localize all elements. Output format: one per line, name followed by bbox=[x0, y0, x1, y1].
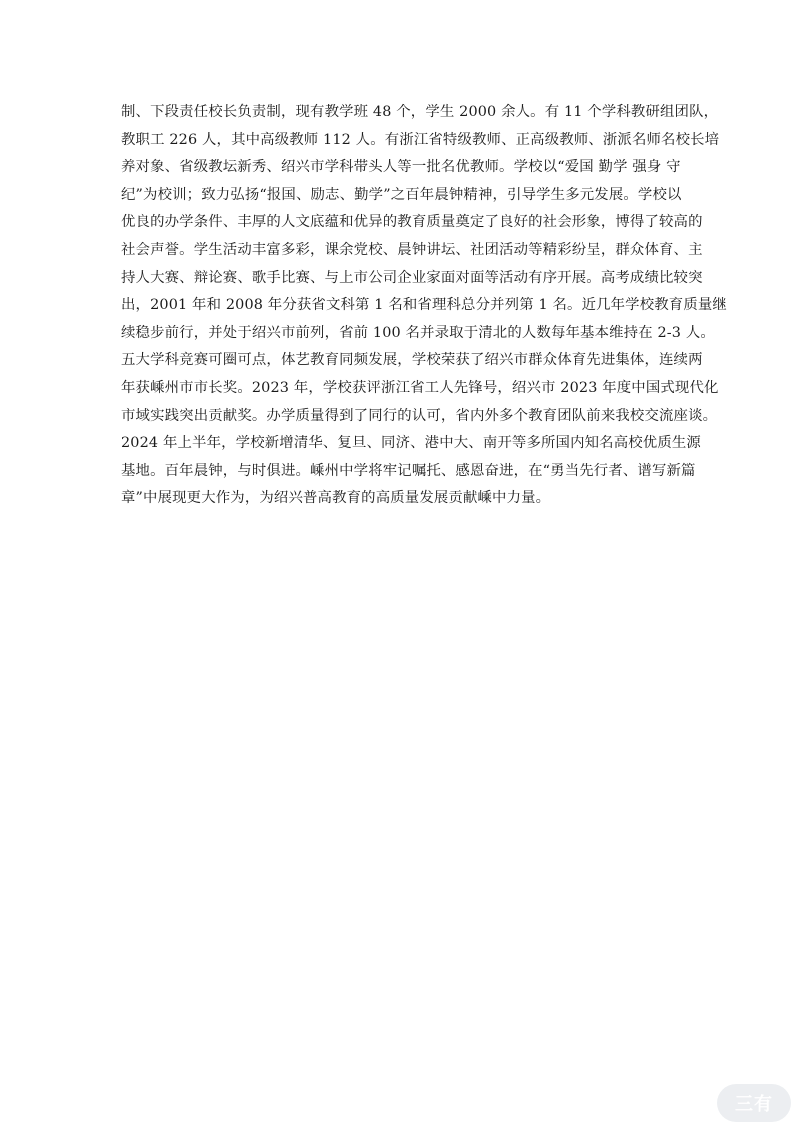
paragraph-line: 养对象、省级教坛新秀、绍兴市学科带头人等一批名优教师。学校以“爱国 勤学 强身 守 bbox=[121, 159, 681, 176]
body-paragraph bbox=[121, 99, 727, 513]
paragraph-line: 制、下段责任校长负责制，现有教学班 48 个，学生 2000 余人。有 11 个学科教研组团队， bbox=[121, 104, 719, 120]
paragraph-line: 市域实践突出贡献奖。办学质量得到了同行的认可，省内外多个教育团队前来我校交流座谈。 bbox=[121, 407, 718, 424]
paragraph-line: 出，2001 年和 2008 年分获省文科第 1 名和省理科总分并列第 1 名。近几年学校教育质量继 bbox=[121, 297, 727, 314]
paragraph-line: 持人大赛、辩论赛、歌手比赛、与上市公司企业家面对面等活动有序开展。高考成绩比较突 bbox=[121, 269, 703, 286]
paragraph-line: 教职工 226 人，其中高级教师 112 人。有浙江省特级教师、正高级教师、浙派名师名校长培 bbox=[121, 131, 720, 148]
paragraph-line: 五大学科竞赛可圈可点，体艺教育同频发展，学校荣获了绍兴市群众体育先进集体，连续两 bbox=[121, 352, 703, 369]
paragraph-line: 社会声誉。学生活动丰富多彩，课余党校、晨钟讲坛、社团活动等精彩纷呈，群众体育、主 bbox=[121, 241, 703, 258]
paragraph-line: 年获嵊州市市长奖。2023 年，学校获评浙江省工人先锋号，绍兴市 2023 年度中国式现代化 bbox=[121, 379, 719, 396]
paragraph-line: 优良的办学条件、丰厚的人文底蕴和优异的教育质量奠定了良好的社会形象，博得了较高的 bbox=[121, 214, 703, 231]
watermark-text: 三有 bbox=[735, 1094, 773, 1115]
watermark-logo bbox=[717, 1084, 791, 1122]
paragraph-line: 续稳步前行，并处于绍兴市前列，省前 100 名并录取于清北的人数每年基本维持在 2-3 人。 bbox=[121, 324, 715, 341]
paragraph-line: 基地。百年晨钟，与时俱进。嵊州中学将牢记嘱托、感恩奋进，在“勇当先行者、谱写新篇 bbox=[121, 462, 696, 479]
paragraph-line: 纪”为校训；致力弘扬“报国、励志、勤学”之百年晨钟精神，引导学生多元发展。学校以 bbox=[121, 186, 682, 203]
paragraph-line: 2024 年上半年，学校新增清华、复旦、同济、港中大、南开等多所国内知名高校优质生源 bbox=[121, 435, 701, 452]
paragraph-line: 章”中展现更大作为，为绍兴普高教育的高质量发展贡献嵊中力量。 bbox=[121, 490, 551, 507]
